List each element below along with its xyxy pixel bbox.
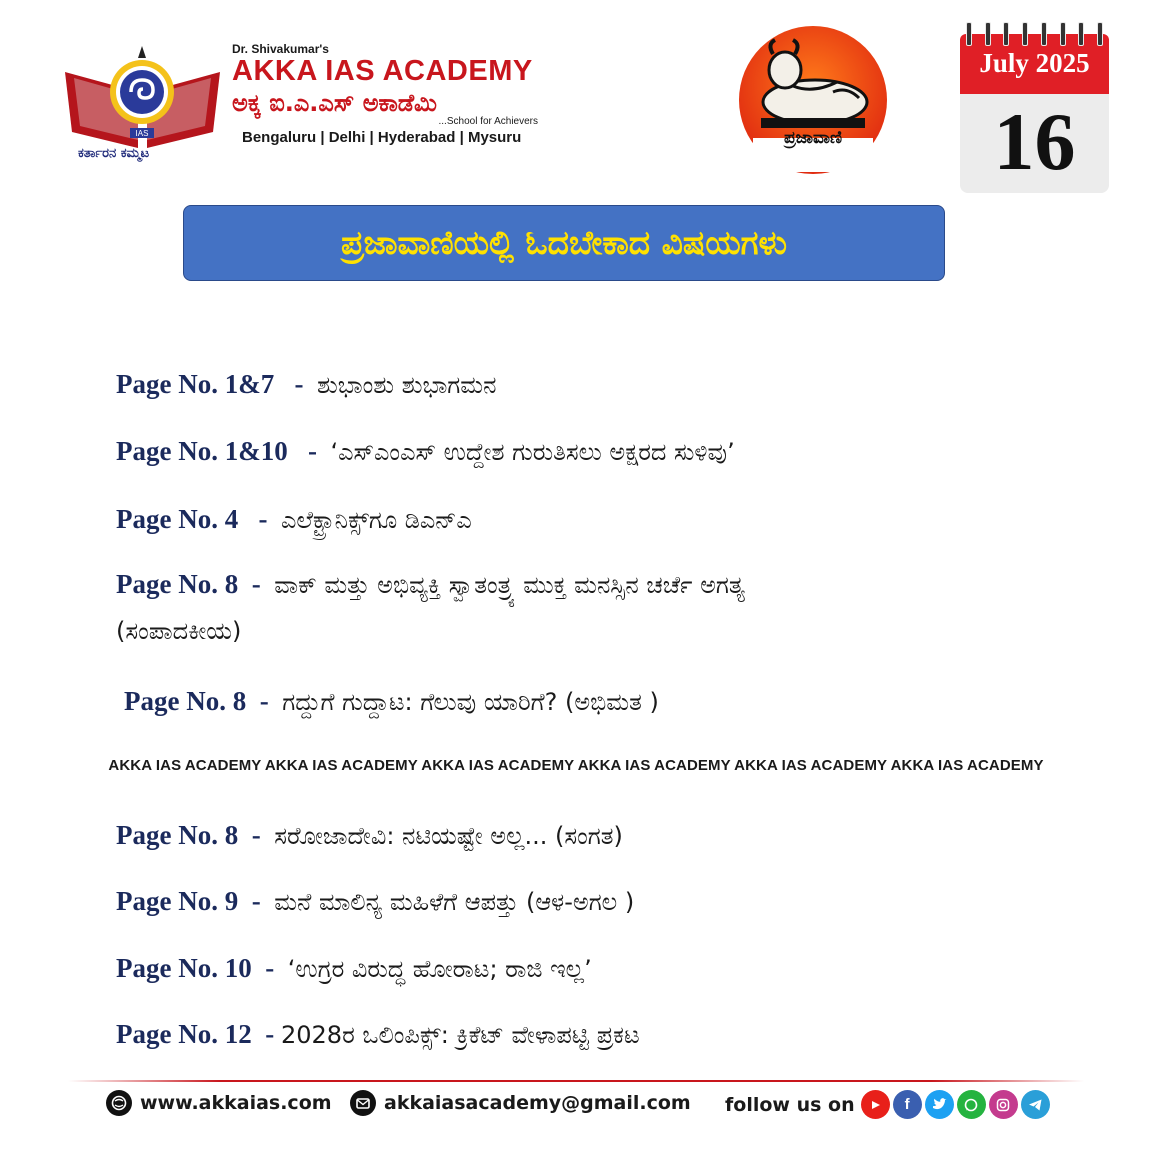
footer-social — [725, 1090, 1050, 1119]
calendar-day: 16 — [993, 96, 1076, 187]
list-item — [116, 1008, 640, 1061]
page-number: Page No. 10 — [116, 953, 252, 983]
watermark-strip: AKKA IAS ACADEMY AKKA IAS ACADEMY AKKA IAS ACADEMY AKKA IAS ACADEMY AKKA IAS ACADEMY AKKA IAS ACADEMY — [108, 757, 1044, 774]
page-number: Page No. 9 — [116, 886, 239, 916]
separator: - — [307, 436, 317, 466]
footer-website[interactable] — [106, 1090, 332, 1116]
page-number: Page No. 8 — [116, 820, 239, 850]
prajavani-label: ಪ್ರಜಾವಾಣಿ — [783, 128, 843, 148]
separator: - — [259, 686, 269, 716]
whatsapp-icon[interactable] — [957, 1090, 986, 1119]
brand-block — [232, 42, 562, 146]
article-title: ಎಲೆಕ್ಟ್ರಾನಿಕ್ಸ್‌ಗೂ ಡಿಎನ್‌ಎ — [280, 506, 472, 534]
list-item — [116, 942, 592, 995]
calendar-body — [960, 94, 1109, 193]
page-number: Page No. 12 — [116, 1019, 252, 1049]
footer-email[interactable] — [350, 1090, 691, 1116]
logo-caption: ಕರ್ತಾರನ ಕಮ್ಮಟ — [78, 146, 150, 161]
nandi-bull-icon — [733, 22, 893, 177]
page-number: Page No. 1&10 — [116, 436, 288, 466]
email-icon — [350, 1090, 376, 1116]
page-number: Page No. 1&7 — [116, 369, 275, 399]
email-link[interactable]: akkaiasacademy@gmail.com — [384, 1092, 691, 1114]
article-title: 2028ರ ಒಲಿಂಪಿಕ್ಸ್: ಕ್ರಿಕೆಟ್ ವೇಳಾಪಟ್ಟಿ ಪ್ರಕಟ — [280, 1021, 640, 1049]
banner-title: ಪ್ರಜಾವಾಣಿಯಲ್ಲಿ ಓದಬೇಕಾದ ವಿಷಯಗಳು — [341, 223, 787, 262]
footer-divider — [68, 1080, 1084, 1082]
article-title: ಸರೋಜಾದೇವಿ: ನಟಿಯಷ್ಟೇ ಅಲ್ಲ... (ಸಂಗತ) — [274, 822, 623, 850]
list-item — [116, 425, 735, 478]
list-item — [116, 809, 623, 862]
brand-tagline: ...School for Achievers — [438, 116, 538, 127]
separator: - — [265, 1019, 275, 1049]
separator: - — [265, 953, 275, 983]
brand-cities: Bengaluru | Delhi | Hyderabad | Mysuru — [242, 129, 522, 146]
ias-badge-text: IAS — [135, 129, 149, 138]
brand-name-kannada: ಅಕ್ಕ ಐ.ಎ.ಎಸ್ ಅಕಾಡೆಮಿ — [232, 89, 437, 117]
follow-label: follow us on — [725, 1093, 855, 1116]
telegram-icon[interactable] — [1021, 1090, 1050, 1119]
list-item — [116, 875, 634, 928]
website-link[interactable]: www.akkaias.com — [140, 1092, 332, 1114]
calendar-month: July 2025 — [979, 48, 1090, 78]
article-title: ‘ಉಗ್ರರ ವಿರುದ್ಧ ಹೋರಾಟ; ರಾಜಿ ಇಲ್ಲ’ — [287, 955, 592, 983]
youtube-icon[interactable] — [861, 1090, 890, 1119]
separator: - — [294, 369, 304, 399]
separator: - — [251, 569, 261, 599]
list-item — [116, 358, 496, 411]
calendar-rings — [966, 22, 1103, 48]
twitter-icon[interactable] — [925, 1090, 954, 1119]
article-title: ಶುಭಾಂಶು ಶುಭಾಗಮನ — [316, 371, 497, 399]
globe-icon — [106, 1090, 132, 1116]
separator: - — [258, 504, 268, 534]
date-calendar — [960, 22, 1109, 193]
article-title-continued: (ಸಂಪಾದಕೀಯ) — [116, 617, 242, 645]
article-title: ಗದ್ದುಗೆ ಗುದ್ದಾಟ: ಗೆಲುವು ಯಾರಿಗೆ? (ಅಭಿಮತ ) — [282, 688, 659, 716]
separator: - — [251, 820, 261, 850]
brand-prefix: Dr. Shivakumar's — [232, 42, 329, 56]
social-icons — [861, 1090, 1050, 1119]
list-item — [124, 675, 659, 728]
instagram-icon[interactable] — [989, 1090, 1018, 1119]
title-banner — [183, 205, 945, 281]
page-number: Page No. 4 — [116, 504, 239, 534]
page-number: Page No. 8 — [116, 569, 239, 599]
separator: - — [251, 886, 261, 916]
prajavani-logo — [733, 22, 893, 177]
list-item — [116, 493, 472, 546]
brand-name: AKKA IAS ACADEMY — [232, 55, 533, 87]
facebook-icon[interactable]: f — [893, 1090, 922, 1119]
article-title: ಮನೆ ಮಾಲಿನ್ಯ ಮಹಿಳೆಗೆ ಆಪತ್ತು (ಆಳ-ಅಗಲ ) — [274, 888, 635, 916]
article-title: ‘ಎಸ್‌ಎಂಎಸ್ ಉದ್ದೇಶ ಗುರುತಿಸಲು ಅಕ್ಷರದ ಸುಳಿವು’ — [330, 438, 735, 466]
article-title: ವಾಕ್ ಮತ್ತು ಅಭಿವ್ಯಕ್ತಿ ಸ್ವಾತಂತ್ರ್ಯ ಮುಕ್ತ ಮನಸ್ಸಿನ ಚರ್ಚೆ ಅಗತ್ಯ — [274, 571, 745, 599]
page-number: Page No. 8 — [124, 686, 247, 716]
list-item — [116, 558, 745, 651]
